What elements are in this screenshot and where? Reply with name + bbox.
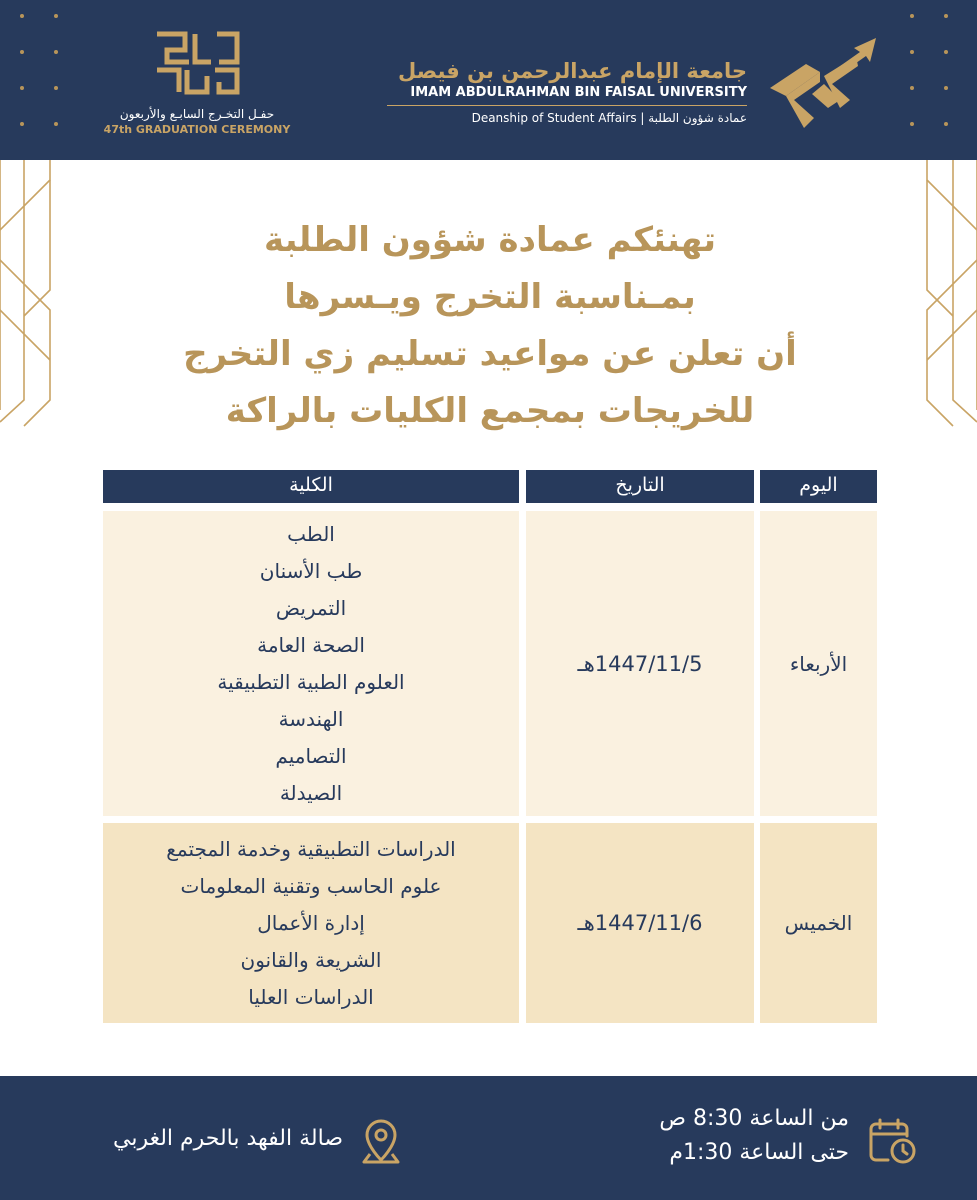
college-item: التمريض xyxy=(275,595,347,620)
table-header-date: التاريخ xyxy=(526,470,754,503)
table-row-1-colleges xyxy=(103,511,519,816)
table-row-2-day: الخميس xyxy=(760,823,877,1023)
university-name-arabic: جامعة الإمام عبدالرحمن بن فيصل xyxy=(398,59,747,83)
heading-line-1: تهنئكم عمادة شؤون الطلبة xyxy=(263,220,717,260)
college-item: إدارة الأعمال xyxy=(257,910,365,935)
table-header-day: اليوم xyxy=(760,470,877,503)
college-item: الهندسة xyxy=(278,706,344,731)
graduation-ceremony-logo xyxy=(92,28,302,138)
heading-line-3: أن تعلن عن مواعيد تسليم زي التخرج xyxy=(183,334,797,374)
time-to: حتى الساعة 1:30م xyxy=(669,1140,849,1165)
university-name-block xyxy=(387,58,747,128)
table-header-college: الكلية xyxy=(103,470,519,503)
table-row-2-colleges xyxy=(103,823,519,1023)
college-item: التصاميم xyxy=(275,743,347,768)
university-emblem-icon xyxy=(766,36,884,136)
college-item: الدراسات التطبيقية وخدمة المجتمع xyxy=(166,836,456,861)
decorative-dots-right xyxy=(910,14,960,124)
ceremony-logo-mark xyxy=(149,28,245,100)
announcement-heading xyxy=(140,212,840,440)
ceremony-english-title: 47th GRADUATION CEREMONY xyxy=(103,123,291,136)
time-from: من الساعة 8:30 ص xyxy=(659,1106,849,1131)
heading-line-4: للخريجات بمجمع الكليات بالراكة xyxy=(225,391,755,431)
calendar-clock-icon xyxy=(866,1114,918,1166)
table-row-1-day: الأربعاء xyxy=(760,511,877,816)
table-row-2-date: 1447/11/6هـ xyxy=(526,823,754,1023)
decorative-dots-left xyxy=(20,14,70,124)
location-text: صالة الفهد بالحرم الغربي xyxy=(112,1126,343,1151)
college-item: الصحة العامة xyxy=(257,632,365,657)
table-row-1-date: 1447/11/5هـ xyxy=(526,511,754,816)
location-pin-icon xyxy=(356,1116,406,1166)
college-item: طب الأسنان xyxy=(259,558,363,583)
university-name-english: IMAM ABDULRAHMAN BIN FAISAL UNIVERSITY xyxy=(387,84,747,106)
college-item: الصيدلة xyxy=(279,780,343,805)
header-bar xyxy=(0,0,977,160)
college-item: علوم الحاسب وتقنية المعلومات xyxy=(180,873,442,898)
college-item: الطب xyxy=(287,521,335,546)
heading-line-2: بمـناسبة التخرج ويـسرها xyxy=(284,277,696,317)
college-item: الشريعة والقانون xyxy=(240,947,382,972)
footer-bar xyxy=(0,1076,977,1200)
ceremony-arabic-title: حفـل التخـرج السابـع والأربعون xyxy=(119,107,275,121)
college-item: العلوم الطبية التطبيقية xyxy=(217,669,405,694)
deanship-name: Deanship of Student Affairs | عمادة شؤون الطلبة xyxy=(471,111,747,125)
college-item: الدراسات العليا xyxy=(248,984,374,1009)
